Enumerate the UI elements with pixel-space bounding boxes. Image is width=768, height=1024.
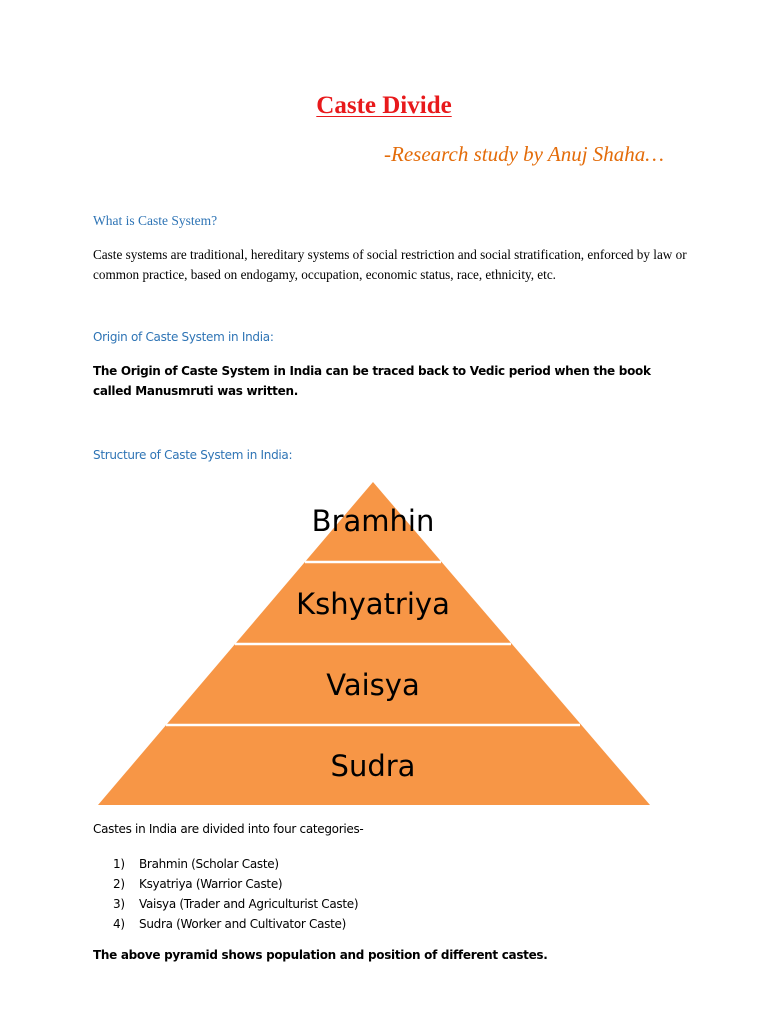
list-number: 4): [113, 917, 125, 931]
list-item: [113, 854, 358, 874]
category-desc: (Worker and Cultivator Caste): [172, 917, 346, 931]
list-number: 3): [113, 897, 125, 911]
pyramid-level-2-label: Kshyatriya: [296, 587, 450, 621]
section-heading-what-is-caste: What is Caste System?: [93, 213, 218, 228]
list-number: 2): [113, 877, 125, 891]
pyramid-level-4-label: Sudra: [330, 749, 416, 783]
pyramid-caption: The above pyramid shows population and position of different castes.: [93, 948, 548, 962]
section-heading-structure: Structure of Caste System in India:: [93, 448, 293, 462]
category-desc: (Trader and Agriculturist Caste): [175, 897, 359, 911]
origin-text-part1: The Origin of Caste System in India can be traced back to Vedic period when the book called: [93, 364, 651, 398]
category-desc: (Warrior Caste): [192, 877, 283, 891]
section-heading-origin: Origin of Caste System in India:: [93, 330, 274, 344]
categories-list: [113, 854, 358, 934]
list-number: 1): [113, 857, 125, 871]
categories-intro: Castes in India are divided into four categories-: [93, 822, 364, 836]
category-name: Sudra: [139, 917, 173, 931]
list-item: [113, 874, 358, 894]
list-item: [113, 914, 358, 934]
category-desc: (Scholar Caste): [187, 857, 279, 871]
section-paragraph-definition: Caste systems are traditional, hereditary systems of social restriction and social stratification, enforced by law or common practice, based on endogamy, occupation, economic status, race, ethnicity, etc.: [93, 247, 687, 282]
category-name: Vaisya: [139, 897, 176, 911]
pyramid-level-1-label: Bramhin: [311, 504, 435, 538]
category-name: Ksyatriya: [139, 877, 193, 891]
origin-text-part2: was written.: [213, 384, 298, 398]
pyramid-level-3-label: Vaisya: [326, 668, 420, 702]
document-title: Caste Divide: [316, 92, 452, 119]
document-subtitle: -Research study by Anuj Shaha…: [384, 142, 664, 166]
origin-text-emphasis: Manusmruti: [135, 384, 214, 398]
list-item: [113, 894, 358, 914]
category-name: Brahmin: [139, 857, 188, 871]
